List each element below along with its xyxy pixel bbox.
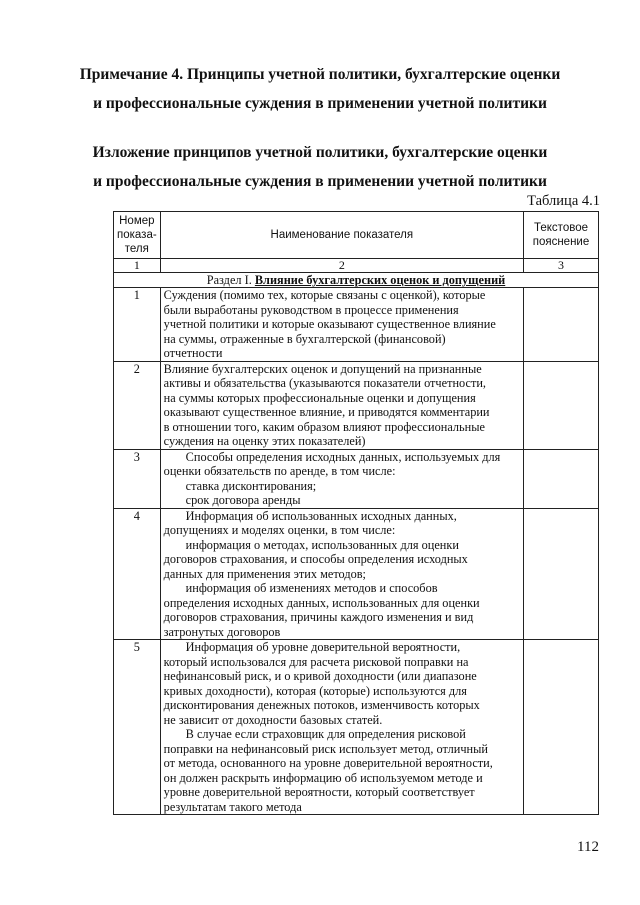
column-number: 1 (114, 259, 161, 273)
section-name: Влияние бухгалтерских оценок и допущений (254, 273, 506, 287)
row-text-line: данных для применения этих методов; (163, 566, 366, 581)
header-explanation-line: пояснение (532, 236, 590, 248)
row-text-line: уровне доверительной вероятности, который соответствует (163, 785, 475, 799)
note-title-line: и профессиональные суждения в применении учетной политики (93, 95, 547, 112)
row-text-line: который использовался для расчета рисковой поправки на (163, 654, 469, 669)
row-text-line: кривых доходности), которая (которые) используются для (163, 683, 467, 698)
row-text-line: были выработаны руководством в процессе применения (163, 302, 459, 317)
row-text-line: Информация об уровне доверительной вероятности, (185, 640, 461, 654)
row-text-line: на суммы которых профессиональные оценки и допущения (163, 390, 476, 405)
row-text-line: в отношении того, каким образом влияют профессиональные (163, 419, 485, 434)
note-title-line: Примечание 4. Принципы учетной политики, бухгалтерские оценки (79, 66, 561, 83)
section-prefix: Раздел I. (206, 273, 255, 287)
page-number: 112 (577, 839, 599, 855)
table-caption: Таблица 4.1 (527, 193, 600, 209)
row-text-line: допущениях и моделях оценки, в том числе: (163, 523, 396, 537)
row-text-line: определения исходных данных, использованных для оценки (163, 595, 480, 610)
row-text-line: Информация об использованных исходных данных, (185, 508, 457, 523)
section-row (114, 273, 599, 288)
row-explanation-cell (524, 508, 599, 640)
row-text-line: активы и обязательства (указываются показатели отчетности, (163, 376, 486, 390)
row-number: 2 (114, 361, 161, 449)
row-text-line: Суждения (помимо тех, которые связаны с оценкой), которые (163, 288, 486, 302)
section-title-line: и профессиональные суждения в применении учетной политики (93, 173, 547, 190)
column-number-row (114, 259, 599, 273)
row-text-line: результатам такого метода (163, 799, 302, 814)
row-explanation-cell (524, 449, 599, 508)
row-explanation-cell (524, 361, 599, 449)
disclosure-table (113, 211, 599, 815)
row-text-line: срок договора аренды (185, 493, 301, 507)
column-number: 2 (160, 259, 523, 273)
row-text-line: отчетности (163, 346, 223, 360)
row-text-line: В случае если страховщик для определения рисковой (185, 727, 466, 741)
row-text-line: оказывают существенное влияние, и приводятся комментарии (163, 405, 490, 419)
header-number-line: теля (124, 243, 149, 255)
row-text (160, 640, 523, 815)
row-text (160, 361, 523, 449)
row-number: 1 (114, 288, 161, 362)
header-text-explanation (524, 212, 599, 259)
section-heading (114, 273, 599, 288)
table-row (114, 449, 599, 508)
row-text-line: суждения на оценку этих показателей) (163, 434, 366, 448)
row-text-line: договоров страхования, и способы определения исходных (163, 552, 468, 566)
row-text (160, 288, 523, 362)
row-text-line: договоров страхования, причины каждого изменения и вид (163, 610, 474, 624)
header-number (114, 212, 161, 259)
row-text-line: информация о методах, использованных для оценки (185, 537, 459, 552)
row-explanation-cell (524, 640, 599, 815)
row-text-line: ставка дисконтирования; (185, 478, 317, 493)
section-title (0, 138, 640, 196)
header-number-line: показа- (117, 229, 157, 241)
table-header-row (114, 212, 599, 259)
header-number-line: Номер (119, 215, 155, 227)
table-row (114, 361, 599, 449)
row-number: 5 (114, 640, 161, 815)
row-text-line: информация об изменениях методов и способов (185, 581, 438, 595)
row-number: 4 (114, 508, 161, 640)
note-title (0, 60, 640, 118)
row-text-line: учетной политики и которые оказывают существенное влияние (163, 317, 496, 331)
row-text-line: Способы определения исходных данных, используемых для (185, 449, 501, 464)
row-text-line: он должен раскрыть информацию об используемом методе и (163, 770, 483, 785)
row-text-line: затронутых договоров (163, 624, 281, 639)
row-explanation-cell (524, 288, 599, 362)
row-text-line: дисконтирования денежных потоков, изменчивость которых (163, 698, 480, 712)
row-text-line: нефинансовый риск, и о кривой доходности (или диапазоне (163, 669, 477, 683)
row-text-line: поправки на нефинансовый риск использует метод, отличный (163, 741, 488, 756)
row-text-line: от метода, основанного на уровне доверительной вероятности, (163, 756, 493, 770)
row-text (160, 449, 523, 508)
column-number: 3 (524, 259, 599, 273)
header-indicator-name: Наименование показателя (160, 212, 523, 259)
row-text-line: не зависит от доходности базовых статей. (163, 712, 383, 727)
header-explanation-line: Текстовое (534, 222, 588, 234)
row-text-line: на суммы, отраженные в бухгалтерской (финансовой) (163, 331, 446, 346)
row-text-line: оценки обязательств по аренде, в том числе: (163, 464, 396, 478)
row-number: 3 (114, 449, 161, 508)
table-row (114, 288, 599, 362)
table-row (114, 640, 599, 815)
row-text-line: Влияние бухгалтерских оценок и допущений на признанные (163, 361, 482, 376)
row-text (160, 508, 523, 640)
section-title-line: Изложение принципов учетной политики, бухгалтерские оценки (92, 144, 548, 161)
table-row (114, 508, 599, 640)
